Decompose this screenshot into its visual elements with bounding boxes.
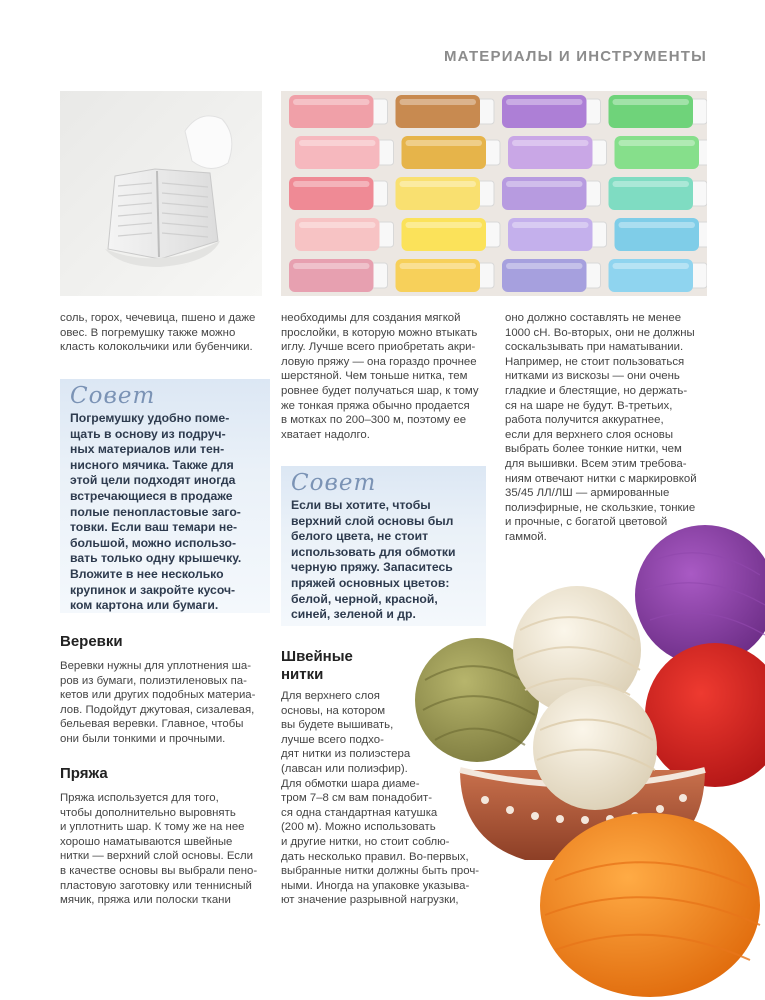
text-line: и другие нитки, но стоит соблю- bbox=[281, 835, 450, 848]
text-line: класть колокольчики или бубенчики. bbox=[60, 341, 253, 354]
text-line: ров из бумаги, полиэтиленовых па- bbox=[60, 674, 247, 687]
text-line: ровнее будет получаться шар, к тому bbox=[281, 384, 479, 397]
text-line: Для верхнего слоя bbox=[281, 690, 380, 702]
text-line: большой, можно использо- bbox=[70, 535, 237, 550]
spool-highlight bbox=[406, 222, 483, 228]
text-line: Для обмотки шара диаме- bbox=[281, 777, 420, 790]
text-line: ных материалов или тен- bbox=[70, 442, 225, 457]
text-line: этой цели подходят иногда bbox=[70, 473, 236, 488]
text-line: товки. Если ваш темари не- bbox=[70, 520, 238, 535]
text-line: соль, горох, чечевица, пшено и даже bbox=[60, 312, 256, 324]
thread-spools-image bbox=[281, 91, 707, 296]
text-line: основы, на котором bbox=[281, 704, 386, 717]
text-line: щать в основу из подруч- bbox=[70, 426, 226, 441]
text-line: тром 7–8 см вам понадобит- bbox=[281, 792, 433, 805]
text-line: для вышивки. Всем этим требова- bbox=[505, 457, 687, 470]
text-line: вы будете вышивать, bbox=[281, 719, 394, 732]
text-line: работа получится аккуратнее, bbox=[505, 414, 664, 427]
spool-highlight bbox=[512, 222, 589, 228]
tip-box-1 bbox=[60, 379, 270, 613]
text-line: бельевая веревки. Главное, чтобы bbox=[60, 718, 244, 731]
yarn-text bbox=[60, 791, 275, 908]
text-line: (лавсан или полиэфир). bbox=[281, 762, 408, 775]
heading-line: нитки bbox=[281, 666, 324, 683]
spool-highlight bbox=[613, 99, 690, 105]
spool-highlight bbox=[613, 181, 690, 187]
spool-highlight bbox=[512, 140, 589, 146]
spool-highlight bbox=[619, 222, 696, 228]
text-line: же тонкая пряжа обычно продается bbox=[281, 399, 470, 412]
text-line: пластовую заготовку или теннисный bbox=[60, 879, 252, 892]
text-line: встречающиеся в продаже bbox=[70, 488, 233, 503]
text-line: полиэфирные, не скользкие, тонкие bbox=[505, 501, 696, 514]
text-line: мячик, пряжа или полоски ткани bbox=[60, 894, 231, 907]
text-line: чтобы дополнительно выровнять bbox=[60, 806, 236, 819]
section-heading-ropes: Веревки bbox=[60, 633, 123, 650]
text-line: овес. В погремушку также можно bbox=[60, 326, 236, 339]
spool-highlight bbox=[506, 181, 583, 187]
tip-box-2 bbox=[281, 466, 486, 626]
text-line: пряжей основных цветов: bbox=[291, 575, 450, 590]
text-line: синей, зеленой и др. bbox=[291, 607, 416, 622]
tip-title: Совет bbox=[70, 383, 156, 409]
spool-highlight bbox=[293, 99, 370, 105]
text-line: дать несколько правил. Во-первых, bbox=[281, 850, 469, 863]
text-line: ком картона или бумаги. bbox=[70, 598, 219, 613]
foam-rattle-image bbox=[60, 91, 262, 296]
spool-highlight bbox=[299, 140, 376, 146]
spool-highlight bbox=[299, 222, 376, 228]
text-line: необходимы для создания мягкой bbox=[281, 312, 461, 324]
spool-highlight bbox=[506, 99, 583, 105]
column-1-intro bbox=[60, 311, 270, 355]
text-line: хорошо наматываются швейные bbox=[60, 835, 233, 848]
column-3-text bbox=[505, 311, 715, 545]
text-line: ют значение разрывной нагрузки, bbox=[281, 894, 459, 907]
spool-highlight bbox=[400, 181, 477, 187]
spool-highlight bbox=[400, 263, 477, 269]
text-line: полые пенопластовые заго- bbox=[70, 504, 241, 519]
spool-highlight bbox=[406, 140, 483, 146]
spool-highlight bbox=[613, 263, 690, 269]
text-line: ниям отвечают нитки с маркировкой bbox=[505, 472, 697, 485]
text-line: Вложите в нее несколько bbox=[70, 566, 224, 581]
text-line: нитки — верхний слой основы. Если bbox=[60, 850, 254, 863]
spool-highlight bbox=[506, 263, 583, 269]
text-line: 35/45 ЛЛ/ЛШ — армированные bbox=[505, 487, 670, 500]
column-2-intro bbox=[281, 311, 491, 442]
text-line: ся на шаре не будут. В-третьих, bbox=[505, 399, 673, 412]
text-line: Веревки нужны для уплотнения ша- bbox=[60, 660, 251, 672]
text-line: и уплотнить шар. К тому же на нее bbox=[60, 821, 245, 834]
spool-highlight bbox=[293, 263, 370, 269]
ropes-text bbox=[60, 659, 275, 747]
spool-highlight bbox=[400, 99, 477, 105]
text-line: иглу. Лучше всего приобретать акри- bbox=[281, 341, 476, 354]
text-line: (200 м). Можно использовать bbox=[281, 821, 436, 834]
text-line: выбрать более тонкие нитки, чем bbox=[505, 443, 682, 456]
text-line: кетов или других подобных материа- bbox=[60, 689, 256, 702]
text-line: гаммой. bbox=[505, 530, 547, 543]
thread-spools-photo bbox=[281, 91, 707, 296]
text-line: черную пряжу. Запаситесь bbox=[291, 560, 453, 575]
tip-body bbox=[70, 411, 270, 614]
tip-title: Совет bbox=[291, 470, 377, 496]
spool-highlight bbox=[619, 140, 696, 146]
threads-text bbox=[281, 689, 481, 908]
text-line: хватает надолго. bbox=[281, 428, 370, 441]
section-heading-threads bbox=[281, 648, 353, 684]
text-line: соскальзывать при наматывании. bbox=[505, 341, 684, 354]
spool-highlight bbox=[293, 181, 370, 187]
text-line: и прочные, с богатой цветовой bbox=[505, 516, 668, 529]
text-line: выбранные нитки должны быть проч- bbox=[281, 865, 480, 878]
text-line: нитками из вискозы — они очень bbox=[505, 370, 680, 383]
text-line: оно должно составлять не менее bbox=[505, 312, 682, 324]
text-line: если для верхнего слоя основы bbox=[505, 428, 674, 441]
heading-line: Швейные bbox=[281, 648, 353, 665]
text-line: Пряжа используется для того, bbox=[60, 792, 219, 804]
text-line: в мотках по 200–300 м, поэтому ее bbox=[281, 414, 467, 427]
text-line: Погремушку удобно поме- bbox=[70, 411, 230, 425]
text-line: крупинок и закройте кусоч- bbox=[70, 582, 236, 597]
text-line: ными. Иногда на упаковке указыва- bbox=[281, 879, 470, 892]
text-line: дят нитки из полиэстера bbox=[281, 748, 411, 761]
text-line: ловую пряжу — она гораздо прочнее bbox=[281, 355, 477, 368]
text-line: они были тонкими и прочными. bbox=[60, 732, 226, 745]
text-line: шерстяной. Чем тоньше нитка, тем bbox=[281, 370, 468, 383]
text-line: 1000 сН. Во-вторых, они не должны bbox=[505, 326, 695, 339]
text-line: гладкие и блестящие, но держать- bbox=[505, 384, 688, 397]
text-line: вать только одну крышечку. bbox=[70, 551, 242, 566]
section-heading-yarn: Пряжа bbox=[60, 765, 108, 782]
text-line: лов. Подойдут джутовая, сизалевая, bbox=[60, 703, 255, 716]
tip-body bbox=[291, 498, 486, 623]
text-line: верхний слой основы был bbox=[291, 513, 454, 528]
text-line: Например, не стоит пользоваться bbox=[505, 355, 685, 368]
foam-rattle-photo bbox=[60, 91, 262, 296]
text-line: Если вы хотите, чтобы bbox=[291, 498, 431, 512]
text-line: использовать для обмотки bbox=[291, 544, 456, 559]
text-line: прослойки, в которую можно втыкать bbox=[281, 326, 478, 339]
text-line: белого цвета, не стоит bbox=[291, 529, 429, 544]
text-line: ся одна стандартная катушка bbox=[281, 806, 438, 819]
page-header-title: МАТЕРИАЛЫ И ИНСТРУМЕНТЫ bbox=[443, 48, 707, 65]
text-line: лучше всего подхо- bbox=[281, 733, 384, 746]
text-line: белой, черной, красной, bbox=[291, 591, 438, 606]
text-line: в качестве основы вы выбрали пено- bbox=[60, 864, 258, 877]
text-line: нисного мячика. Также для bbox=[70, 457, 234, 472]
